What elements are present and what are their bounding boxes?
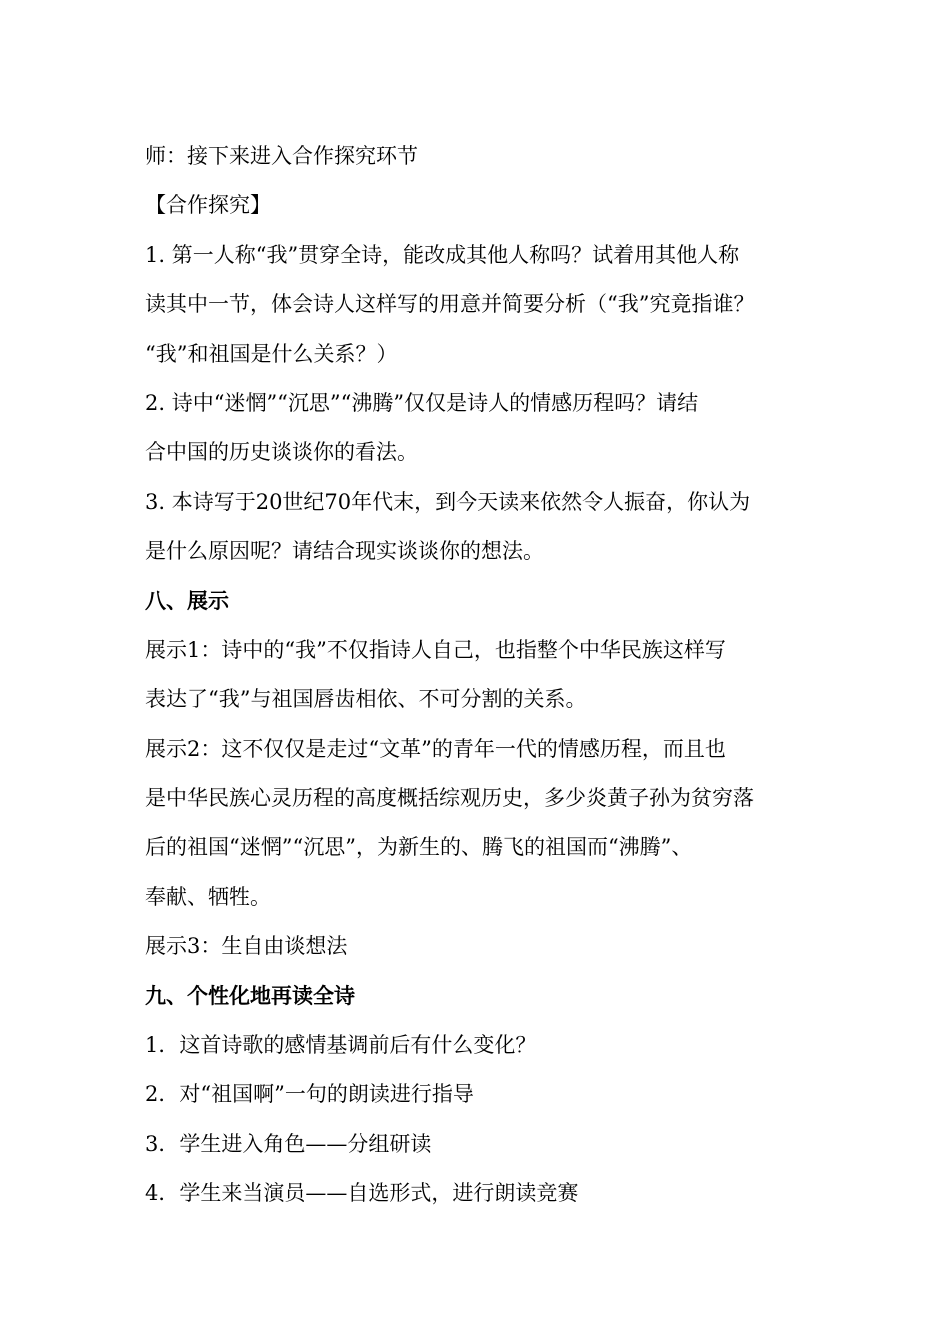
display-2-line-1: 展示2：这不仅仅是走过“文革”的青年一代的情感历程，而且也 — [145, 736, 726, 761]
list-item-1: 1．这首诗歌的感情基调前后有什么变化？ — [145, 1033, 537, 1058]
display-1-line-2: 表达了“我”与祖国唇齿相依、不可分割的关系。 — [145, 687, 587, 712]
list-item-4: 4．学生来当演员——自选形式，进行朗读竞赛 — [145, 1181, 579, 1206]
section-heading-9: 九、个性化地再读全诗 — [145, 983, 355, 1008]
question-2-line-1: 2. 诗中“迷惘”“沉思”“沸腾”仅仅是诗人的情感历程吗？请结 — [145, 390, 699, 415]
display-2-line-3: 后的祖国“迷惘”“沉思”，为新生的、腾飞的祖国而“沸腾”、 — [145, 835, 693, 860]
question-2-line-2: 合中国的历史谈谈你的看法。 — [145, 440, 418, 465]
display-3-line: 展示3：生自由谈想法 — [145, 934, 348, 959]
question-1-line-3: “我”和祖国是什么关系？） — [145, 341, 398, 366]
display-2-line-4: 奉献、牺牲。 — [145, 884, 271, 909]
section-heading-8: 八、展示 — [145, 588, 229, 613]
question-1-line-1: 1. 第一人称“我”贯穿全诗，能改成其他人称吗？试着用其他人称 — [145, 242, 740, 267]
list-item-2: 2．对“祖国啊”一句的朗读进行指导 — [145, 1082, 474, 1107]
list-item-3: 3．学生进入角色——分组研读 — [145, 1131, 432, 1156]
section-label: 【合作探究】 — [145, 193, 271, 218]
display-1-line-1: 展示1：诗中的“我”不仅指诗人自己，也指整个中华民族这样写 — [145, 637, 726, 662]
document-body — [145, 132, 825, 1219]
display-2-line-2: 是中华民族心灵历程的高度概括综观历史，多少炎黄子孙为贫穷落 — [145, 786, 754, 811]
question-3-line-1: 3. 本诗写于20世纪70年代末，到今天读来依然令人振奋，你认为 — [145, 489, 751, 514]
text-line: 师：接下来进入合作探究环节 — [145, 144, 418, 168]
question-3-line-2: 是什么原因呢？请结合现实谈谈你的想法。 — [145, 539, 544, 564]
question-1-line-2: 读其中一节，体会诗人这样写的用意并简要分析（“我”究竟指谁？ — [145, 292, 755, 317]
